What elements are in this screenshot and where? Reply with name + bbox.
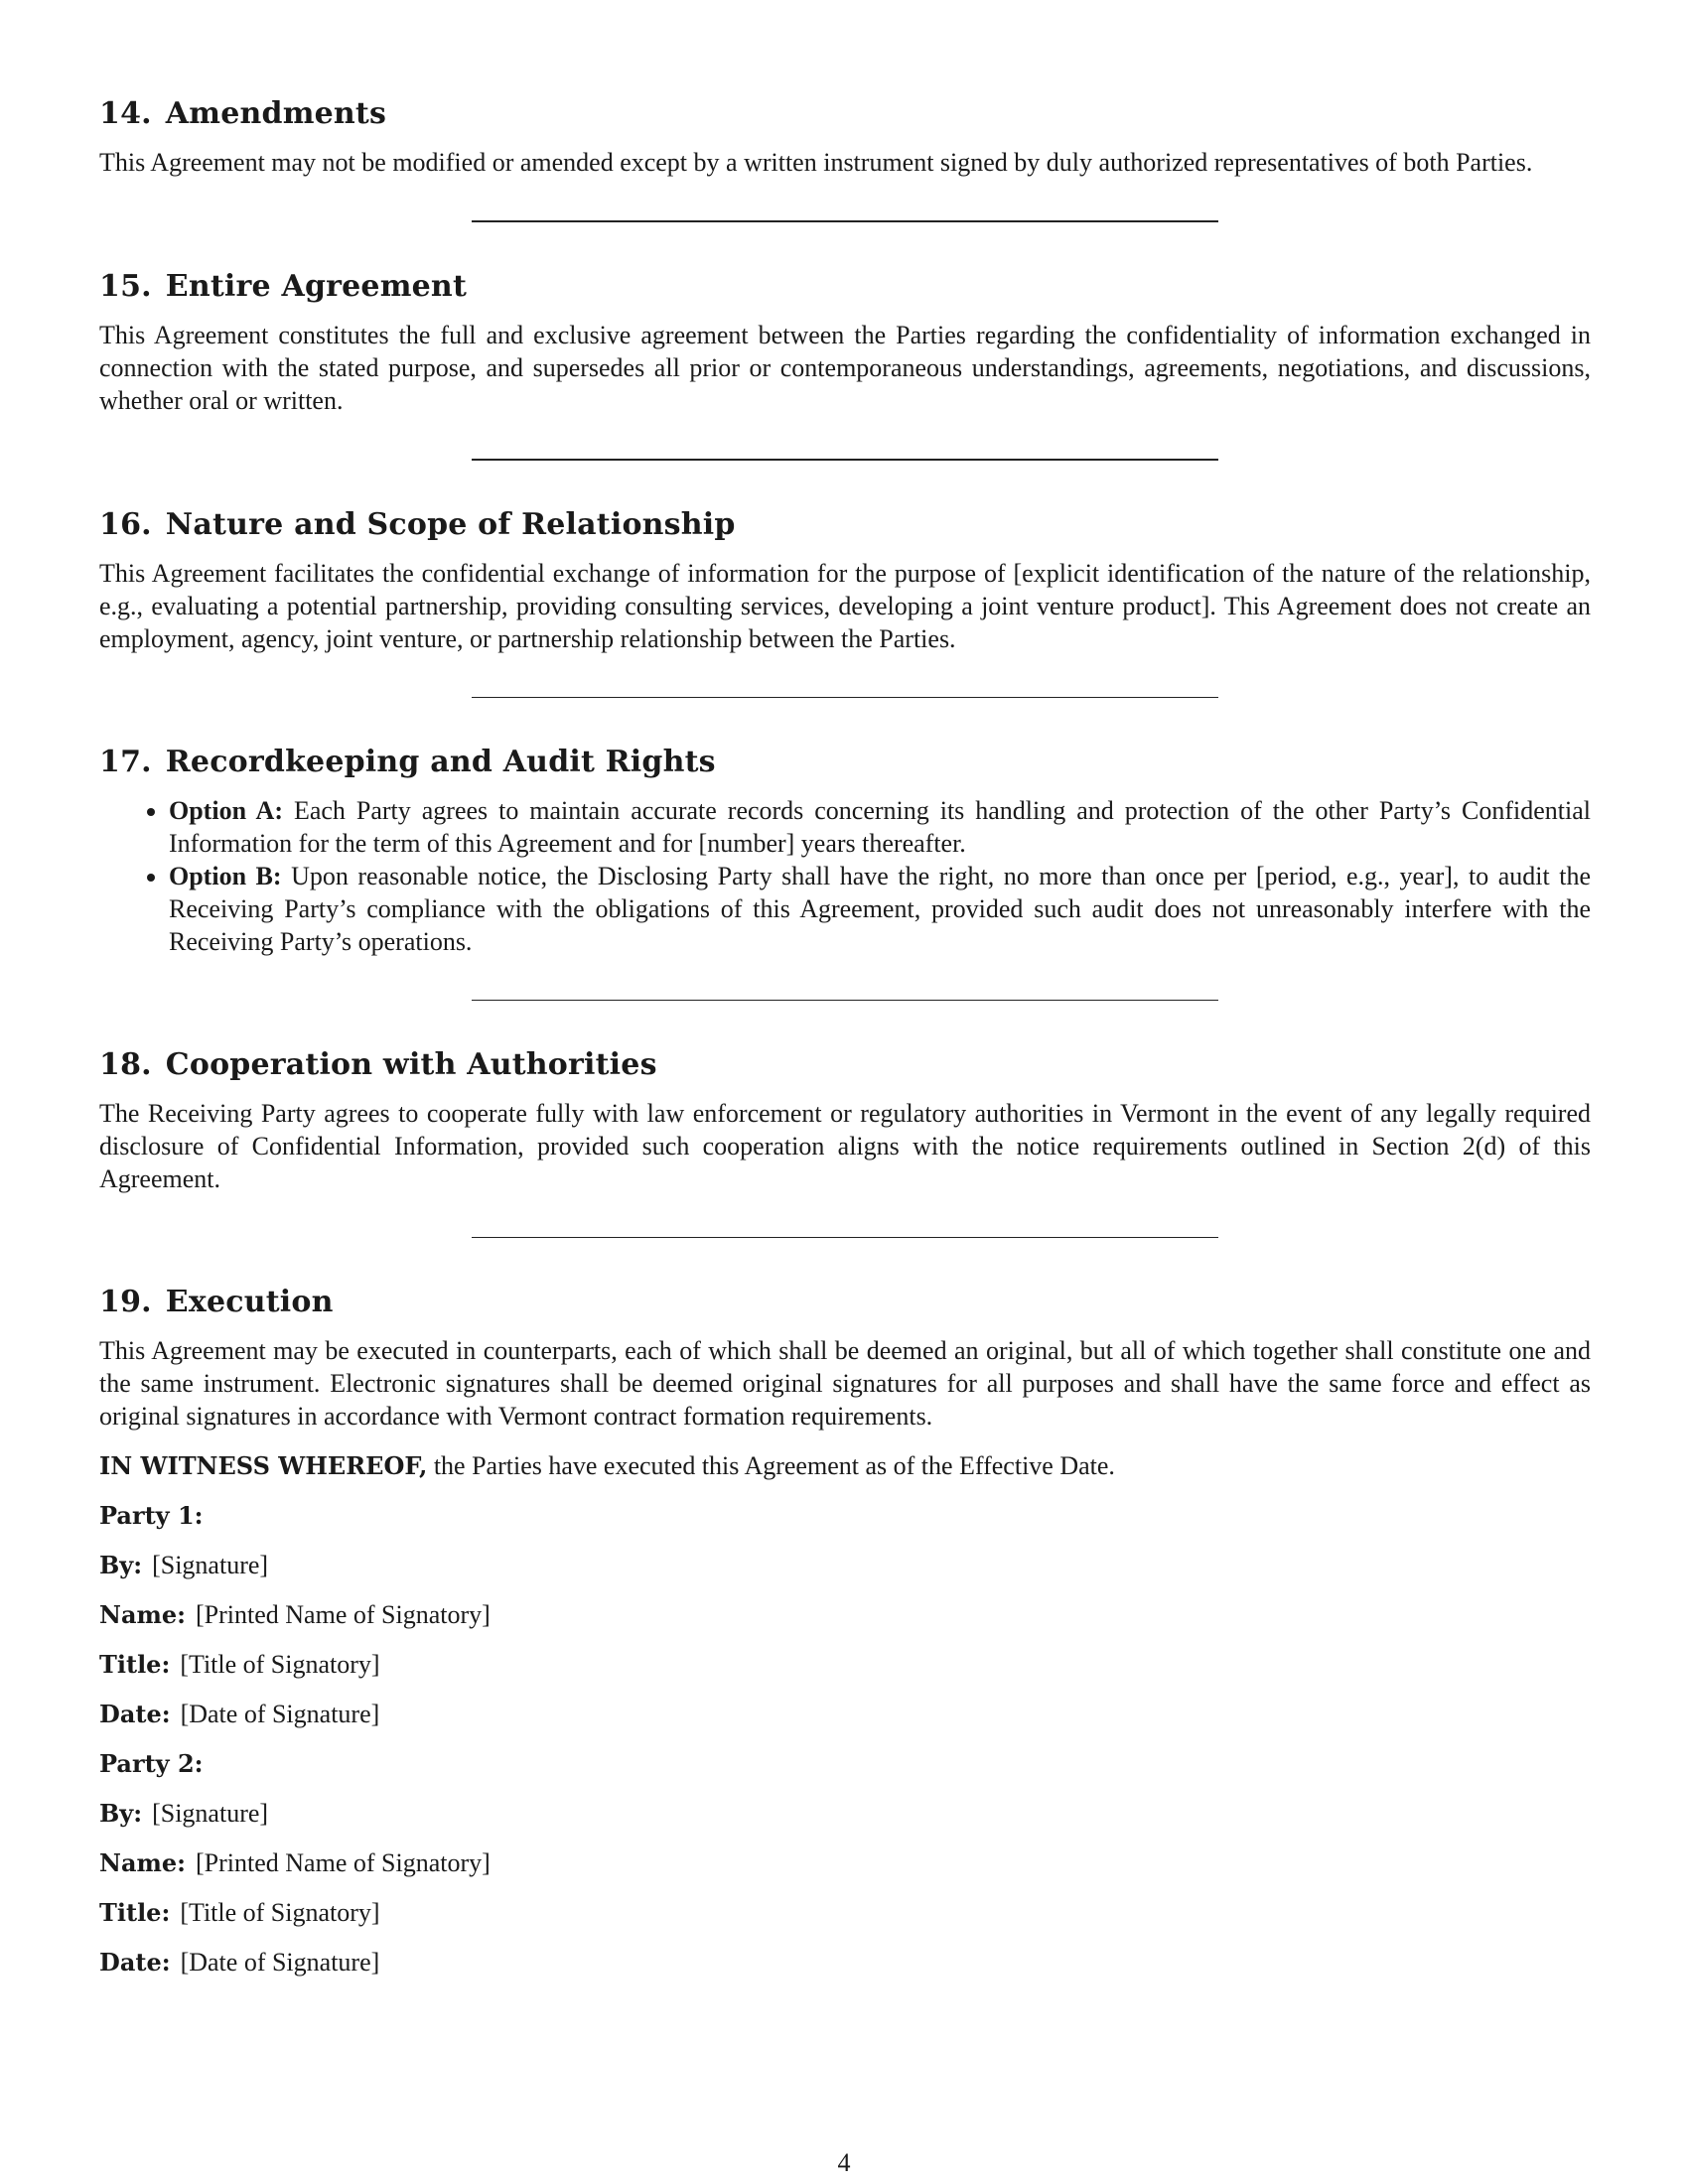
field-label: Name: (99, 1848, 187, 1877)
section-nature-scope (99, 505, 1591, 655)
section-title: Execution (165, 1285, 334, 1319)
field-label: Name: (99, 1600, 187, 1629)
section-number: 14. (99, 96, 152, 131)
option-label: Option A: (169, 796, 283, 825)
field-label: Title: (99, 1898, 171, 1927)
section-number: 15. (99, 269, 152, 304)
signature-title-line (99, 1896, 1591, 1929)
section-heading (99, 267, 1591, 307)
section-heading (99, 505, 1591, 545)
section-title: Amendments (165, 96, 387, 131)
field-value: [Printed Name of Signatory] (196, 1600, 491, 1629)
section-heading (99, 1045, 1591, 1085)
signature-date-line (99, 1946, 1591, 1979)
signature-block-party-1 (99, 1499, 1591, 1730)
section-title: Nature and Scope of Relationship (165, 507, 736, 542)
option-text: Upon reasonable notice, the Disclosing Party shall have the right, no more than once per [period, e.g., year], to audit the Receiving Party’s compliance with the obligations of this Agreement, provided such audit does not unreasonably interfere with the Receiving Party’s operations. (169, 862, 1592, 956)
section-entire-agreement (99, 267, 1591, 417)
section-cooperation (99, 1045, 1591, 1195)
section-execution (99, 1283, 1591, 1979)
field-value: [Printed Name of Signatory] (196, 1848, 491, 1877)
section-number: 17. (99, 745, 152, 779)
section-amendments (99, 94, 1591, 179)
section-title: Cooperation with Authorities (165, 1047, 657, 1082)
section-divider (472, 1000, 1218, 1001)
field-value: [Signature] (152, 1799, 269, 1828)
witness-lead: IN WITNESS WHEREOF, (99, 1451, 428, 1480)
section-body: This Agreement may not be modified or amended except by a written instrument signed by duly authorized representatives of both Parties. (99, 148, 1533, 177)
section-divider (472, 697, 1218, 698)
section-number: 18. (99, 1047, 152, 1082)
option-label: Option B: (169, 862, 282, 890)
document-page (99, 94, 1591, 1979)
field-label: Date: (99, 1948, 171, 1977)
section-heading (99, 743, 1591, 782)
witness-clause (99, 1449, 1591, 1482)
options-list (99, 794, 1591, 958)
witness-text: the Parties have executed this Agreement as of the Effective Date. (427, 1451, 1115, 1480)
page-number: 4 (837, 2148, 851, 2177)
signature-by-line (99, 1549, 1591, 1581)
section-title: Entire Agreement (165, 269, 467, 304)
field-value: [Signature] (152, 1551, 269, 1579)
section-number: 19. (99, 1285, 152, 1319)
section-divider (472, 220, 1218, 222)
section-number: 16. (99, 507, 152, 542)
signature-by-line (99, 1797, 1591, 1830)
signature-title-line (99, 1648, 1591, 1681)
section-body: The Receiving Party agrees to cooperate fully with law enforcement or regulatory authorities in Vermont in the event of any legally required disclosure of Confidential Information, provided such cooperation aligns with the notice requirements outlined in Section 2(d) of this Agreement. (99, 1099, 1591, 1193)
field-label: By: (99, 1799, 143, 1828)
section-title: Recordkeeping and Audit Rights (165, 745, 716, 779)
signature-name-line (99, 1598, 1591, 1631)
section-body: This Agreement may be executed in counterparts, each of which shall be deemed an original, but all of which together shall constitute one and the same instrument. Electronic signatures shall be deemed original signatures for all purposes and shall have the same force and effect as original signatures in accordance with Vermont contract formation requirements. (99, 1336, 1591, 1431)
list-item (169, 860, 1591, 958)
list-item (169, 794, 1591, 860)
field-value: [Date of Signature] (180, 1700, 380, 1728)
section-recordkeeping (99, 743, 1591, 958)
section-divider (472, 1237, 1218, 1238)
section-heading (99, 1283, 1591, 1322)
section-body: This Agreement facilitates the confidential exchange of information for the purpose of [explicit identification of the nature of the relationship, e.g., evaluating a potential partnership, providing consulting services, developing a joint venture product]. This Agreement does not create an employment, agency, joint venture, or partnership relationship between the Parties. (99, 559, 1591, 653)
field-value: [Title of Signatory] (180, 1650, 380, 1679)
signature-name-line (99, 1846, 1591, 1879)
option-text: Each Party agrees to maintain accurate records concerning its handling and protection of the other Party’s Confidential Information for the term of this Agreement and for [number] years thereafter. (169, 796, 1591, 858)
section-body: This Agreement constitutes the full and exclusive agreement between the Parties regarding the confidentiality of information exchanged in connection with the stated purpose, and supersedes all prior or contemporaneous understandings, agreements, negotiations, and discussions, whether oral or written. (99, 321, 1591, 415)
field-label: Title: (99, 1650, 171, 1679)
section-heading (99, 94, 1591, 134)
signature-date-line (99, 1698, 1591, 1730)
party-heading: Party 1: (99, 1501, 204, 1530)
field-value: [Date of Signature] (180, 1948, 380, 1977)
field-value: [Title of Signatory] (180, 1898, 380, 1927)
party-heading: Party 2: (99, 1749, 204, 1778)
field-label: Date: (99, 1700, 171, 1728)
field-label: By: (99, 1551, 143, 1579)
signature-block-party-2 (99, 1747, 1591, 1979)
section-divider (472, 459, 1218, 461)
